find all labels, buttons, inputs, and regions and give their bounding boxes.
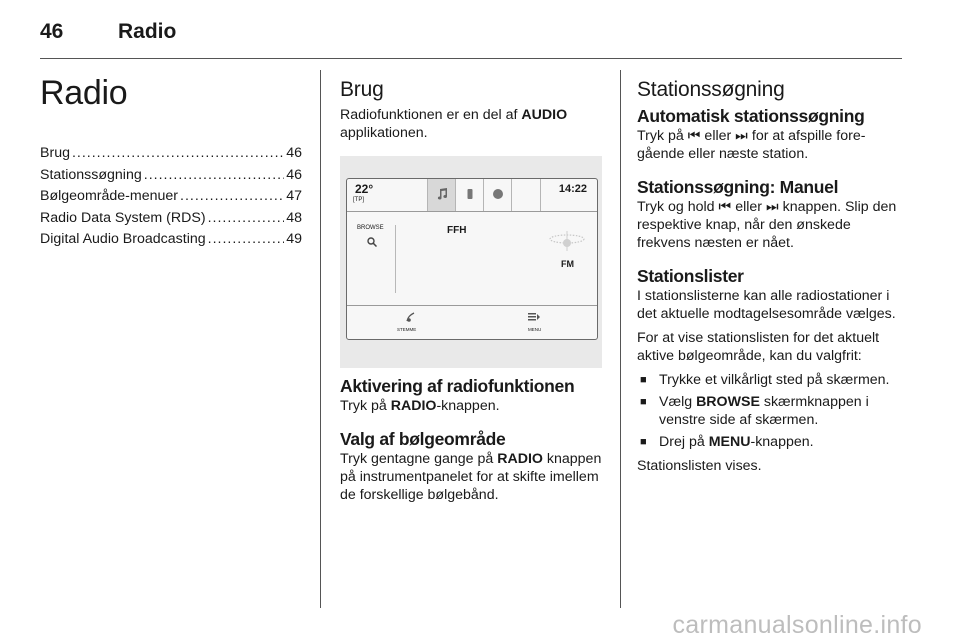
watermark: carmanualsonline.info — [672, 611, 922, 639]
radio-screen-figure — [340, 156, 602, 368]
phone-icon — [464, 188, 476, 200]
station-lists-text: I stationslisterne kan alle radiostationer i det aktuelle modtagelsesområde vælges. — [637, 288, 896, 322]
brug-column — [340, 68, 602, 510]
heading-manual-search: Stationssøgning: Manuel — [637, 177, 839, 197]
column-divider-1 — [320, 70, 321, 608]
frequency-dial-icon — [547, 221, 587, 261]
toc-column — [40, 68, 302, 251]
temperature-readout: 22° — [355, 182, 374, 196]
auto-search-text: Tryk på ⏮ eller ⏭ for at afspille foregående eller næste station. — [637, 128, 866, 162]
heading-aktivering: Aktivering af radiofunktionen — [340, 376, 575, 396]
voice-button-label[interactable]: STEMME — [397, 327, 417, 332]
menu-button-label[interactable]: MENU — [528, 327, 542, 332]
page-number: 46 — [40, 20, 64, 43]
manual-search-text: Tryk og hold ⏮ eller ⏭ knappen. Slip den respektive knap, når den ønskede frekvens næsten er nået. — [637, 199, 897, 251]
toc-list — [40, 143, 302, 251]
toc-entry[interactable]: Radio Data System (RDS) ..... 48 — [40, 208, 302, 230]
tab-blank[interactable] — [511, 179, 541, 211]
brug-intro: Radiofunktionen er en del af AUDIO applikationen. — [340, 107, 568, 141]
station-lists-text-2: For at vise stationslisten for det aktuelt aktive bølgeområde, kan du valgfrit: — [637, 330, 880, 364]
clock-readout: 14:22 — [558, 183, 587, 195]
station-list-options — [637, 371, 903, 451]
tab-audio[interactable] — [427, 179, 456, 211]
valg-text: Tryk gentagne gange på RADIO knappen på instrumentpanelet for at skifte imellem de forskellige bølgebånd. — [340, 451, 602, 503]
list-item: ■ Drej på MENU-knappen. — [637, 433, 903, 451]
tab-info[interactable] — [483, 179, 512, 211]
toc-entry[interactable]: Bølgeområde-menuer ..... 47 — [40, 186, 302, 208]
tab-phone[interactable] — [455, 179, 484, 211]
menu-icon[interactable] — [527, 311, 541, 323]
toc-entry[interactable]: Brug ..... 46 — [40, 143, 302, 165]
chapter-title: Radio — [40, 74, 128, 112]
page-header — [40, 18, 902, 58]
section-title-stationssogning: Stationssøgning — [637, 78, 785, 101]
heading-valg: Valg af bølgeområde — [340, 429, 506, 449]
voice-icon[interactable] — [405, 311, 417, 323]
stationssogning-column — [637, 68, 903, 481]
infotainment-screen — [346, 178, 598, 340]
running-section-title: Radio — [118, 20, 177, 43]
header-divider — [40, 58, 902, 59]
tp-indicator: [TP] — [353, 197, 365, 203]
search-icon[interactable] — [367, 237, 377, 247]
section-title-brug: Brug — [340, 78, 384, 101]
list-item: ■ Vælg BROWSE skærmknappen i venstre side af skærmen. — [637, 393, 903, 429]
toc-entry[interactable]: Digital Audio Broadcasting ..... 49 — [40, 229, 302, 251]
toc-entry[interactable]: Stationssøgning ..... 46 — [40, 165, 302, 187]
info-circle-icon — [492, 188, 504, 200]
browse-button-label[interactable]: BROWSE — [357, 225, 384, 231]
band-indicator: FM — [561, 259, 574, 269]
aktivering-text: Tryk på RADIO-knappen. — [340, 398, 500, 414]
heading-station-lists: Stationslister — [637, 266, 744, 286]
column-divider-2 — [620, 70, 621, 608]
music-note-icon — [436, 188, 448, 200]
heading-auto-search: Automatisk stationssøgning — [637, 106, 865, 126]
station-name: FFH — [447, 225, 467, 236]
station-list-result: Stationslisten vises. — [637, 458, 762, 474]
list-item: ■ Trykke et vilkårligt sted på skærmen. — [637, 371, 903, 389]
